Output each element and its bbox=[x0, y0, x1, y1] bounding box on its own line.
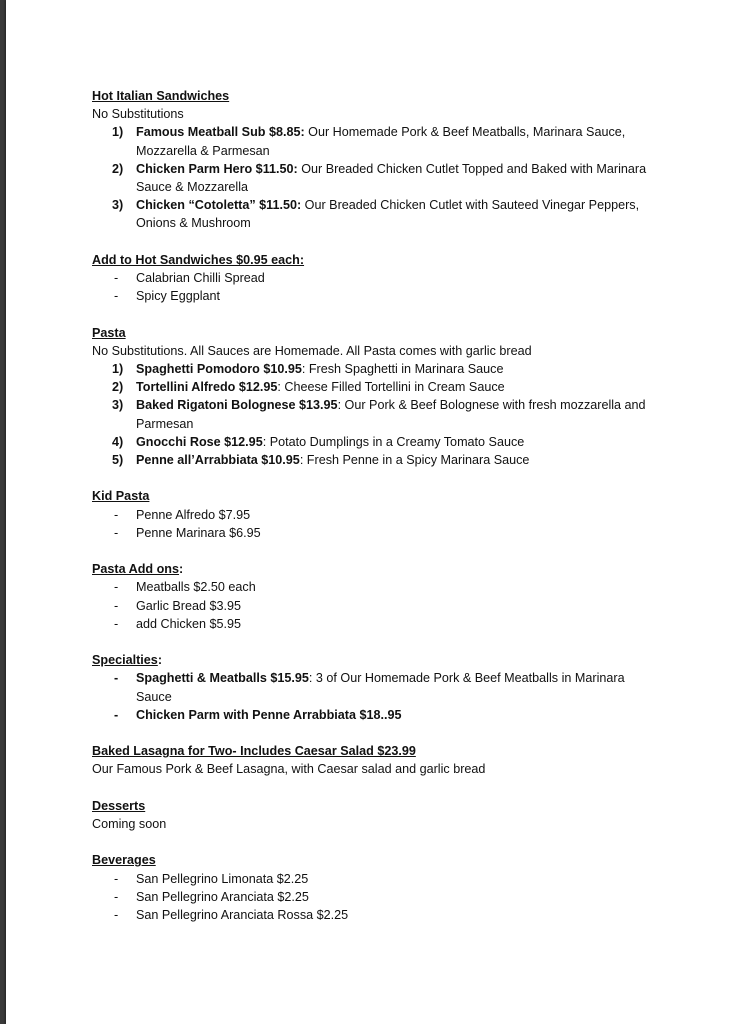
pasta-addons-section bbox=[92, 560, 652, 633]
dash-bullet: - bbox=[114, 871, 119, 886]
item-number: 4) bbox=[112, 434, 124, 449]
dash-bullet: - bbox=[114, 289, 119, 304]
desserts-heading: Desserts bbox=[92, 798, 146, 813]
dash-bullet: - bbox=[114, 525, 119, 540]
item-number: 5) bbox=[112, 453, 124, 468]
menu-content bbox=[92, 87, 652, 942]
beverages-section bbox=[92, 851, 652, 924]
item-number: 2) bbox=[112, 161, 124, 176]
beverages-list bbox=[92, 870, 652, 925]
item-number: 3) bbox=[112, 398, 124, 413]
item-label: Garlic Bread $3.95 bbox=[136, 598, 242, 613]
list-item bbox=[92, 433, 652, 451]
list-item bbox=[92, 360, 652, 378]
list-item bbox=[92, 706, 652, 724]
dash-bullet: - bbox=[114, 598, 119, 613]
list-item bbox=[92, 578, 652, 596]
item-label: San Pellegrino Aranciata $2.25 bbox=[136, 889, 309, 904]
specialties-heading: Specialties bbox=[92, 653, 158, 668]
dash-bullet: - bbox=[114, 908, 119, 923]
pasta-addons-heading-row bbox=[92, 560, 652, 578]
sandwiches-section bbox=[92, 87, 652, 233]
sandwich-addons-heading: Add to Hot Sandwiches $0.95 each: bbox=[92, 252, 305, 267]
item-name: Spaghetti & Meatballs $15.95 bbox=[136, 671, 309, 686]
item-name: Chicken Parm Hero $11.50: bbox=[136, 161, 298, 176]
item-description: Our Breaded Chicken Cutlet Topped and Baked with Marinara Sauce & Mozzarella bbox=[136, 161, 647, 195]
list-item bbox=[92, 196, 652, 232]
sandwich-addons-section bbox=[92, 251, 652, 306]
item-description: Our Homemade Pork & Beef Meatballs, Marinara Sauce, Mozzarella & Parmesan bbox=[136, 125, 626, 158]
item-description: : Potato Dumplings in a Creamy Tomato Sauce bbox=[262, 434, 525, 449]
list-item bbox=[92, 123, 652, 159]
list-item bbox=[92, 506, 652, 524]
item-description: : Fresh Penne in a Spicy Marinara Sauce bbox=[299, 453, 530, 468]
item-number: 1) bbox=[112, 362, 124, 377]
item-label: Meatballs $2.50 each bbox=[136, 580, 256, 595]
item-name: Baked Rigatoni Bolognese $13.95 bbox=[136, 398, 338, 413]
item-description: : Our Pork & Beef Bolognese with fresh mozzarella and Parmesan bbox=[136, 398, 646, 431]
item-number: 3) bbox=[112, 198, 124, 213]
item-label: Penne Alfredo $7.95 bbox=[136, 507, 251, 522]
list-item bbox=[92, 870, 652, 888]
pasta-note: No Substitutions. All Sauces are Homemade. All Pasta comes with garlic bread bbox=[92, 343, 532, 358]
lasagna-heading: Baked Lasagna for Two- Includes Caesar Salad $23.99 bbox=[92, 744, 416, 759]
dash-bullet: - bbox=[114, 271, 119, 286]
lasagna-description: Our Famous Pork & Beef Lasagna, with Caesar salad and garlic bread bbox=[92, 762, 486, 777]
list-item bbox=[92, 888, 652, 906]
item-name: Chicken “Cotoletta” $11.50: bbox=[136, 198, 302, 213]
kid-pasta-section bbox=[92, 487, 652, 542]
kid-pasta-heading: Kid Pasta bbox=[92, 489, 150, 504]
list-item bbox=[92, 269, 652, 287]
dash-bullet: - bbox=[114, 671, 119, 686]
dash-bullet: - bbox=[114, 616, 119, 631]
item-name: Spaghetti Pomodoro $10.95 bbox=[136, 362, 302, 377]
list-item bbox=[92, 669, 652, 705]
item-label: San Pellegrino Limonata $2.25 bbox=[136, 871, 309, 886]
list-item bbox=[92, 451, 652, 469]
list-item bbox=[92, 287, 652, 305]
list-item bbox=[92, 597, 652, 615]
pasta-heading: Pasta bbox=[92, 325, 126, 340]
lasagna-section bbox=[92, 742, 652, 778]
kid-pasta-list bbox=[92, 506, 652, 542]
dash-bullet: - bbox=[114, 889, 119, 904]
pasta-list bbox=[92, 360, 652, 469]
item-label: Penne Marinara $6.95 bbox=[136, 525, 261, 540]
sandwiches-note: No Substitutions bbox=[92, 107, 184, 122]
specialties-section bbox=[92, 651, 652, 724]
item-name: Tortellini Alfredo $12.95 bbox=[136, 380, 278, 395]
dash-bullet: - bbox=[114, 580, 119, 595]
item-label: Spicy Eggplant bbox=[136, 289, 221, 304]
specialties-list bbox=[92, 669, 652, 724]
heading-colon: : bbox=[157, 653, 163, 668]
item-name: Gnocchi Rose $12.95 bbox=[136, 434, 263, 449]
list-item bbox=[92, 906, 652, 924]
pasta-section bbox=[92, 324, 652, 470]
list-item bbox=[92, 160, 652, 196]
pasta-addons-list bbox=[92, 578, 652, 633]
item-description: : 3 of Our Homemade Pork & Beef Meatballs in Marinara Sauce bbox=[136, 671, 625, 704]
sandwiches-list bbox=[92, 123, 652, 232]
beverages-heading: Beverages bbox=[92, 853, 156, 868]
dash-bullet: - bbox=[114, 707, 119, 722]
desserts-section bbox=[92, 797, 652, 833]
list-item bbox=[92, 524, 652, 542]
pasta-addons-heading: Pasta Add ons bbox=[92, 562, 180, 577]
list-item bbox=[92, 615, 652, 633]
sandwiches-heading: Hot Italian Sandwiches bbox=[92, 89, 230, 103]
list-item bbox=[92, 378, 652, 396]
sandwich-addons-list bbox=[92, 269, 652, 305]
item-name: Penne all’Arrabbiata $10.95 bbox=[136, 453, 300, 468]
item-number: 2) bbox=[112, 380, 124, 395]
item-label: add Chicken $5.95 bbox=[136, 616, 242, 631]
desserts-description: Coming soon bbox=[92, 817, 167, 832]
item-description: : Cheese Filled Tortellini in Cream Sauce bbox=[277, 380, 505, 395]
item-number: 1) bbox=[112, 125, 124, 140]
heading-colon: : bbox=[179, 562, 184, 577]
item-description: : Fresh Spaghetti in Marinara Sauce bbox=[301, 362, 504, 377]
item-name: Famous Meatball Sub $8.85: bbox=[136, 125, 305, 140]
item-description: Our Breaded Chicken Cutlet with Sauteed Vinegar Peppers, Onions & Mushroom bbox=[136, 198, 640, 231]
item-label: San Pellegrino Aranciata Rossa $2.25 bbox=[136, 908, 349, 923]
item-name: Chicken Parm with Penne Arrabbiata $18..95 bbox=[136, 707, 402, 722]
menu-page bbox=[6, 0, 734, 1024]
item-label: Calabrian Chilli Spread bbox=[136, 271, 265, 286]
specialties-heading-row bbox=[92, 651, 652, 669]
list-item bbox=[92, 396, 652, 432]
dash-bullet: - bbox=[114, 507, 119, 522]
